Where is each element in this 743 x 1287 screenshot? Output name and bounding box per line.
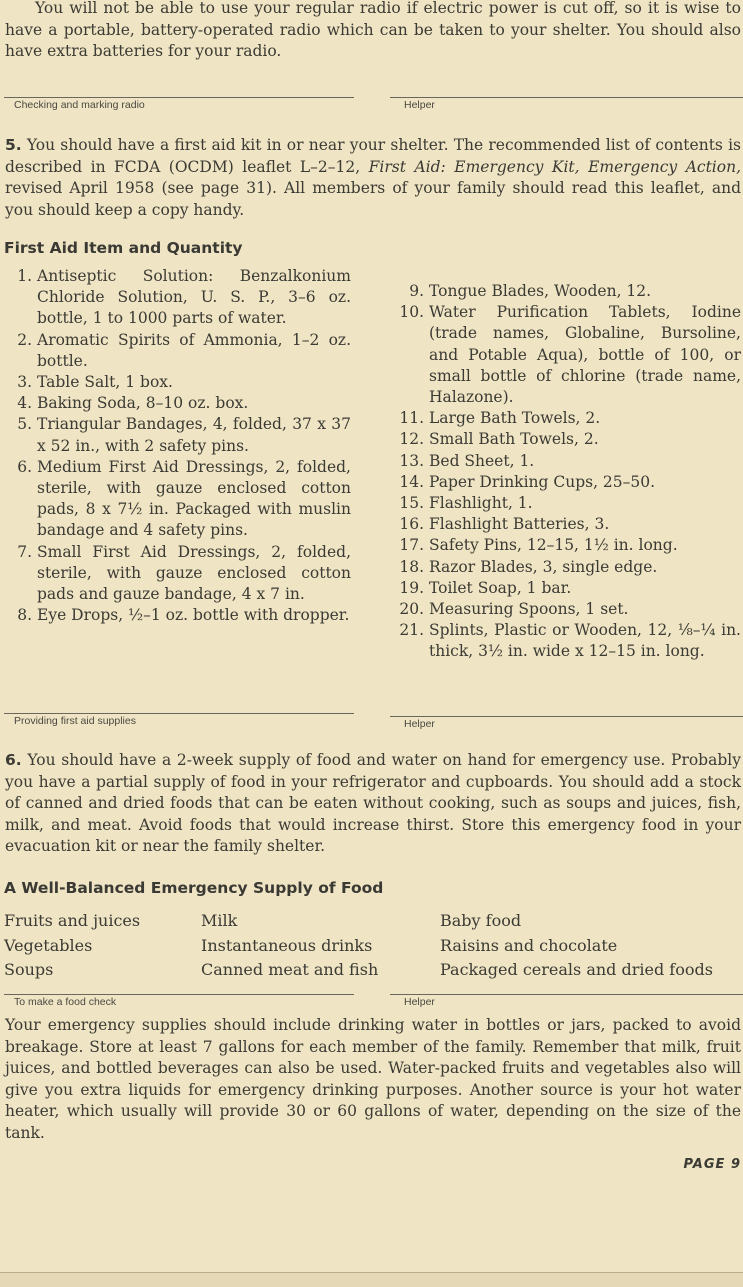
item-number: 10.: [399, 303, 424, 322]
page-bottom-edge: [0, 1272, 743, 1287]
item-number: 11.: [399, 409, 424, 428]
signoff-line-food: [4, 994, 354, 1011]
item-text: Small First Aid Dressings, 2, folded, sterile, with gauze enclosed cotton pads and gauze bandage, 4 x 7 in.: [37, 542, 351, 604]
first-aid-item: [4, 393, 351, 414]
first-aid-item: [396, 599, 741, 620]
item-text: Flashlight, 1.: [429, 494, 533, 513]
item-text: Eye Drops, ½–1 oz. bottle with dropper.: [37, 606, 350, 625]
first-aid-item: [396, 578, 741, 599]
food-item: Milk: [201, 911, 238, 930]
helper-label: Helper: [404, 996, 435, 1008]
food-item: Packaged cereals and dried foods: [440, 960, 713, 979]
item-text: Baking Soda, 8–10 oz. box.: [37, 394, 249, 413]
item-number: 18.: [399, 557, 424, 576]
water-paragraph: Your emergency supplies should include drinking water in bottles or jars, packed to avoid breakage. Store at least 7 gallons for each member of the family. Remember that milk, fruit juices, and bottled beverages can also be used. Water-packed fruits and vegetables also will give you extra liquids for emergency drinking purposes. Another source is your hot water heater, which usually will provide 30 or 60 gallons of water, depending on the size of the tank.: [5, 1016, 741, 1142]
signoff-line-helper: [390, 97, 743, 114]
first-aid-item: [4, 414, 351, 456]
item-number: 6.: [17, 457, 32, 476]
food-row: [4, 958, 743, 983]
item-number: 14.: [399, 472, 424, 491]
item-text: Razor Blades, 3, single edge.: [429, 557, 658, 576]
first-aid-item: [4, 457, 351, 542]
item-text: Antiseptic Solution: Benzalkonium Chloride Solution, U. S. P., 3–6 oz. bottle, 1 to 1000 parts of water.: [37, 267, 351, 328]
first-aid-list-right: [396, 281, 741, 663]
item-text: Measuring Spoons, 1 set.: [429, 600, 629, 619]
food-item: Fruits and juices: [4, 911, 141, 930]
item-number: 13.: [399, 451, 424, 470]
first-aid-item: [396, 429, 741, 450]
helper-label: Helper: [404, 718, 435, 730]
first-aid-item: [396, 557, 741, 578]
first-aid-list-left: [4, 266, 351, 626]
first-aid-item: [396, 408, 741, 429]
intro-paragraph: You will not be able to use your regular radio if electric power is cut off, so it is wise to have a portable, battery-operated radio which can be taken to your shelter. You should also have extra batteries for your radio.: [5, 0, 741, 60]
item-number: 5.: [17, 415, 32, 434]
item-number: 15.: [399, 494, 424, 513]
item-number: 4.: [17, 394, 32, 413]
first-aid-item: [396, 493, 741, 514]
signoff-label: To make a food check: [14, 996, 117, 1008]
section-number: 5.: [5, 136, 22, 154]
item-text: Paper Drinking Cups, 25–50.: [429, 472, 656, 491]
signoff-line-helper: [390, 994, 743, 1011]
food-item: Vegetables: [4, 935, 93, 955]
first-aid-heading: First Aid Item and Quantity: [4, 239, 243, 257]
section-5-paragraph: 5. You should have a first aid kit in or near your shelter. The recommended list of contents is described in FCDA (OCDM) leaflet L–2–12, First Aid: Emergency Kit, Emergency Action, revised April 1958 (see page 31). All members of your family should read this leaflet, and you should keep a copy handy.: [5, 136, 741, 219]
first-aid-item: [4, 372, 351, 393]
first-aid-item: [4, 266, 351, 330]
item-text: Flashlight Batteries, 3.: [429, 515, 610, 534]
item-text: Aromatic Spirits of Ammonia, 1–2 oz. bottle.: [37, 330, 351, 370]
section-6-paragraph: 6. You should have a 2-week supply of food and water on hand for emergency use. Probably you have a partial supply of food in your refrigerator and cupboards. You should add a stock of canned and dried foods that can be eaten without cooking, such as soups and juices, fish, milk, and meat. Avoid foods that would increase thirst. Store this emergency food in your evacuation kit or near the family shelter.: [5, 751, 741, 855]
food-item: Canned meat and fish: [201, 960, 379, 979]
signoff-label: Checking and marking radio: [14, 99, 145, 111]
first-aid-item: [396, 472, 741, 493]
first-aid-item: [4, 605, 351, 626]
first-aid-item: [396, 535, 741, 556]
item-text: Toilet Soap, 1 bar.: [429, 578, 572, 597]
signoff-line-first-aid: [4, 713, 354, 730]
first-aid-item: [396, 451, 741, 472]
item-text: Large Bath Towels, 2.: [429, 409, 601, 428]
first-aid-item: [4, 542, 351, 606]
item-text: Triangular Bandages, 4, folded, 37 x 37 x 52 in., with 2 safety pins.: [37, 415, 351, 455]
item-number: 2.: [17, 330, 32, 349]
item-number: 17.: [399, 536, 424, 555]
item-number: 21.: [399, 621, 424, 640]
item-number: 19.: [399, 578, 424, 597]
food-row: [4, 934, 743, 959]
item-text: Bed Sheet, 1.: [429, 451, 535, 470]
signoff-label: Providing first aid supplies: [14, 715, 136, 727]
section-number: 6.: [5, 751, 22, 769]
first-aid-item: [4, 330, 351, 372]
item-number: 20.: [399, 600, 424, 619]
food-item: Raisins and chocolate: [440, 935, 618, 955]
food-item: Instantaneous drinks: [201, 935, 373, 955]
item-text: Water Purification Tablets, Iodine (trade names, Globaline, Bursoline, and Potable Aqua), bottle of 100, or small bottle of chlorine (trade name, Halazone).: [429, 303, 741, 407]
item-number: 3.: [17, 373, 32, 392]
signoff-line-radio: [4, 97, 354, 114]
first-aid-item: [396, 281, 741, 302]
item-text: Medium First Aid Dressings, 2, folded, sterile, with gauze enclosed cotton pads, 8 x 7½ in. Packaged with muslin bandage and 4 safety pins.: [37, 457, 351, 540]
item-number: 9.: [409, 282, 424, 300]
item-number: 7.: [17, 542, 32, 561]
item-text: Tongue Blades, Wooden, 12.: [429, 282, 652, 300]
item-text: Splints, Plastic or Wooden, 12, ⅛–¼ in. thick, 3½ in. wide x 12–15 in. long.: [429, 621, 741, 661]
food-item: Soups: [4, 960, 54, 979]
signoff-line-helper: [390, 716, 743, 733]
item-number: 16.: [399, 515, 424, 534]
item-number: 12.: [399, 430, 424, 449]
first-aid-item: [396, 514, 741, 535]
food-heading: A Well-Balanced Emergency Supply of Food: [4, 879, 384, 897]
page-number: PAGE 9: [683, 1157, 741, 1172]
first-aid-item: [396, 302, 741, 408]
item-text: Small Bath Towels, 2.: [429, 430, 599, 449]
first-aid-item: [396, 620, 741, 662]
leaflet-title: First Aid: Emergency Kit, Emergency Action,: [368, 157, 741, 176]
food-supply-table: [4, 909, 743, 983]
food-row: [4, 909, 743, 934]
helper-label: Helper: [404, 99, 435, 111]
food-item: Baby food: [440, 911, 522, 930]
item-text: Safety Pins, 12–15, 1½ in. long.: [429, 536, 678, 555]
item-text: Table Salt, 1 box.: [37, 373, 173, 392]
item-number: 1.: [17, 267, 32, 285]
item-number: 8.: [17, 606, 32, 625]
